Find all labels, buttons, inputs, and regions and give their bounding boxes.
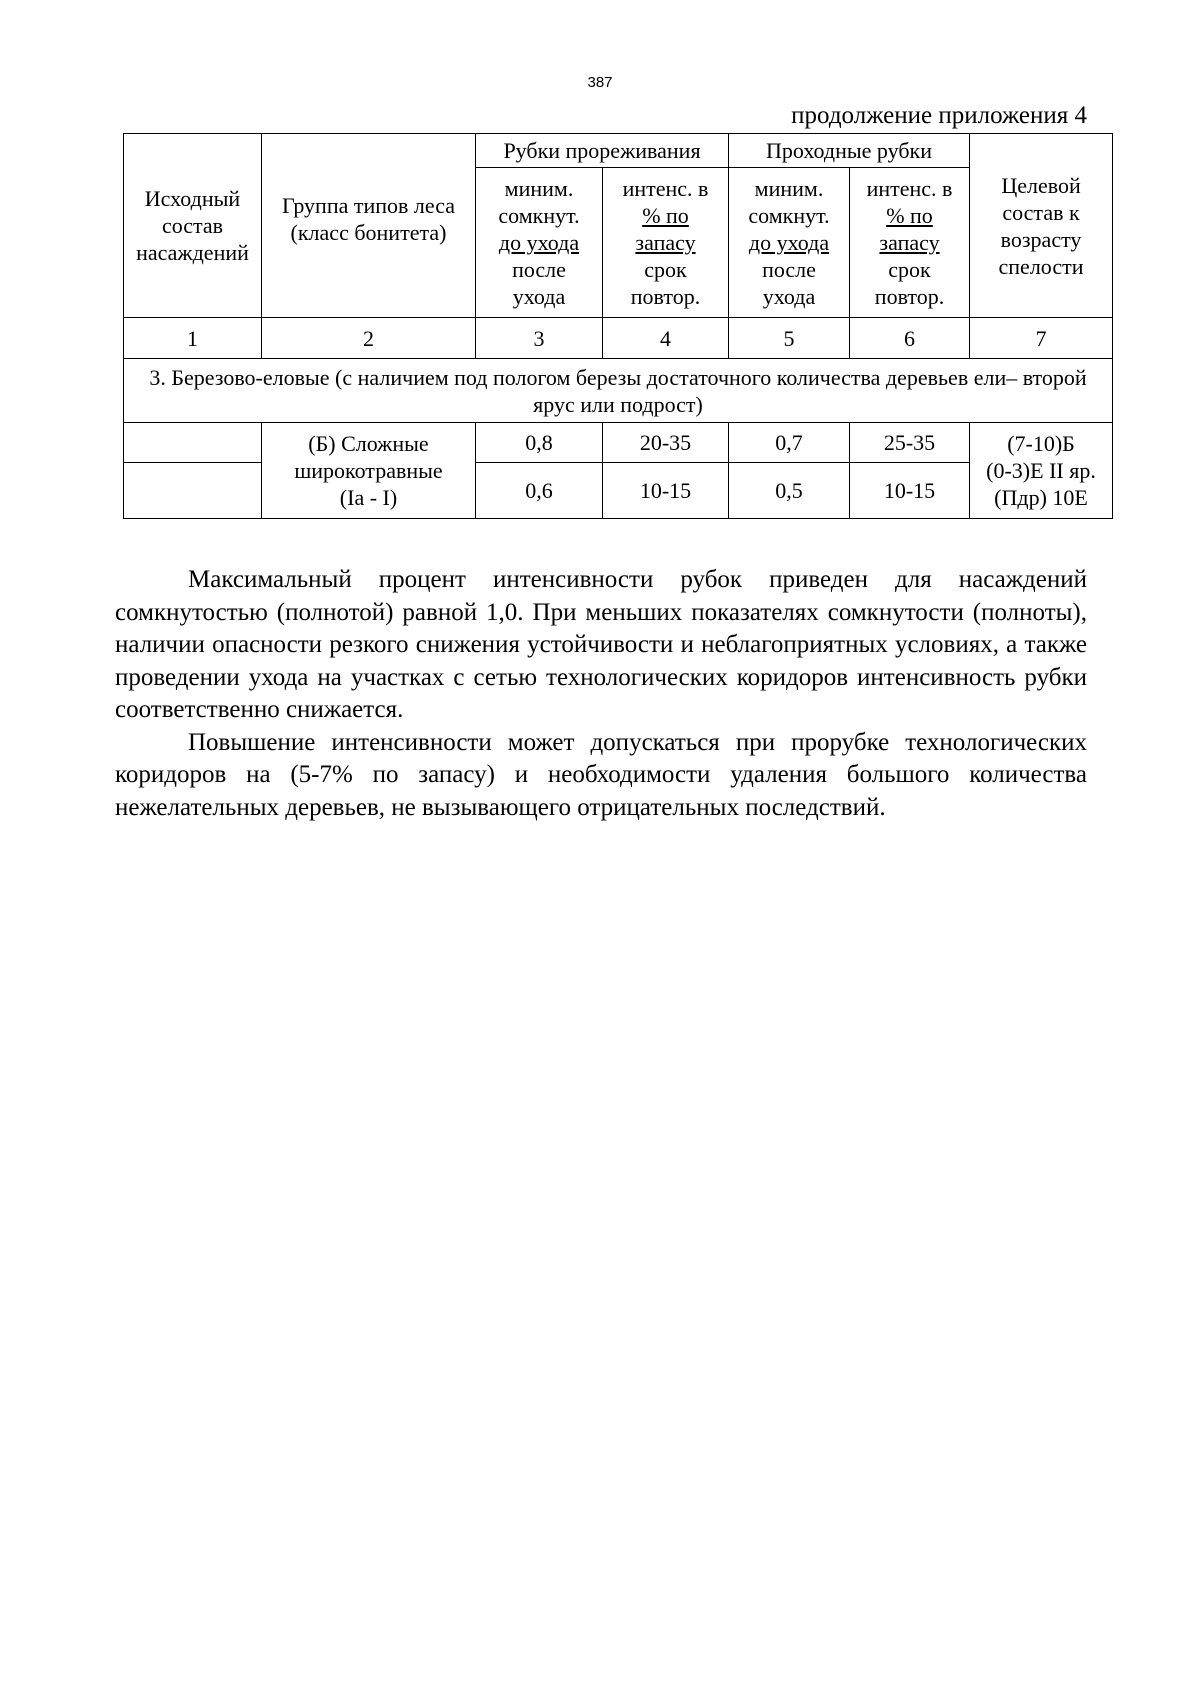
column-number: 7 — [970, 318, 1113, 359]
paragraph: Повышение интенсивности может допускаться при прорубке технологических коридоров на (5-7% по запасу) и необходимости удаления большого количества нежелательных деревьев, не вызывающего отрицательных последствий. — [115, 728, 1087, 821]
section-title: 3. Березово-еловые (с наличием под пологом березы достаточного количества деревьев ели– второй ярус или подрост) — [124, 359, 1113, 423]
body-text — [115, 564, 1087, 824]
value-cell: 0,6 — [476, 463, 603, 519]
target-composition-cell: (7-10)Б (0-3)Е II яр. (Пдр) 10Е — [970, 423, 1113, 519]
table-row — [124, 423, 1113, 463]
forest-thinning-table — [123, 133, 1113, 519]
value-cell: 10-15 — [850, 463, 970, 519]
header-passing-cuts: Проходные рубки — [729, 134, 970, 168]
header-initial-composition: Исходный состав насаждений — [124, 134, 262, 318]
header-min-closure-passing: миним. сомкнут. до ухода после ухода — [729, 168, 850, 318]
column-number: 6 — [850, 318, 970, 359]
column-number: 5 — [729, 318, 850, 359]
header-thinning-cuts: Рубки прореживания — [476, 134, 729, 168]
header-intensity-passing: интенс. в % по запасу срок повтор. — [850, 168, 970, 318]
page-number: 387 — [587, 74, 613, 91]
value-cell: 0,7 — [729, 423, 850, 463]
empty-cell — [124, 463, 262, 519]
forest-type-cell: (Б) Сложные широкотравные (Ia - I) — [262, 423, 476, 519]
value-cell: 10-15 — [603, 463, 729, 519]
header-intensity-thinning: интенс. в % по запасу срок повтор. — [603, 168, 729, 318]
paragraph: Максимальный процент интенсивности рубок приведен для насаждений сомкнутостью (полнотой) равной 1,0. При меньших показателях сомкнутости (полноты), наличии опасности резкого снижения устойчивости и неблагоприятных условиях, а также проведении ухода на участках с сетью технологических коридоров интенсивность рубки соответственно снижается. — [115, 566, 1087, 723]
column-number: 2 — [262, 318, 476, 359]
value-cell: 20-35 — [603, 423, 729, 463]
continuation-label: продолжение приложения 4 — [791, 102, 1087, 129]
empty-cell — [124, 423, 262, 463]
value-cell: 0,5 — [729, 463, 850, 519]
header-min-closure-thinning: миним. сомкнут. до ухода после ухода — [476, 168, 603, 318]
column-number: 3 — [476, 318, 603, 359]
column-number: 1 — [124, 318, 262, 359]
column-number: 4 — [603, 318, 729, 359]
header-target-composition: Целевой состав к возрасту спелости — [970, 134, 1113, 318]
value-cell: 25-35 — [850, 423, 970, 463]
column-number-row — [124, 318, 1113, 359]
value-cell: 0,8 — [476, 423, 603, 463]
header-forest-type-group: Группа типов леса (класс бонитета) — [262, 134, 476, 318]
